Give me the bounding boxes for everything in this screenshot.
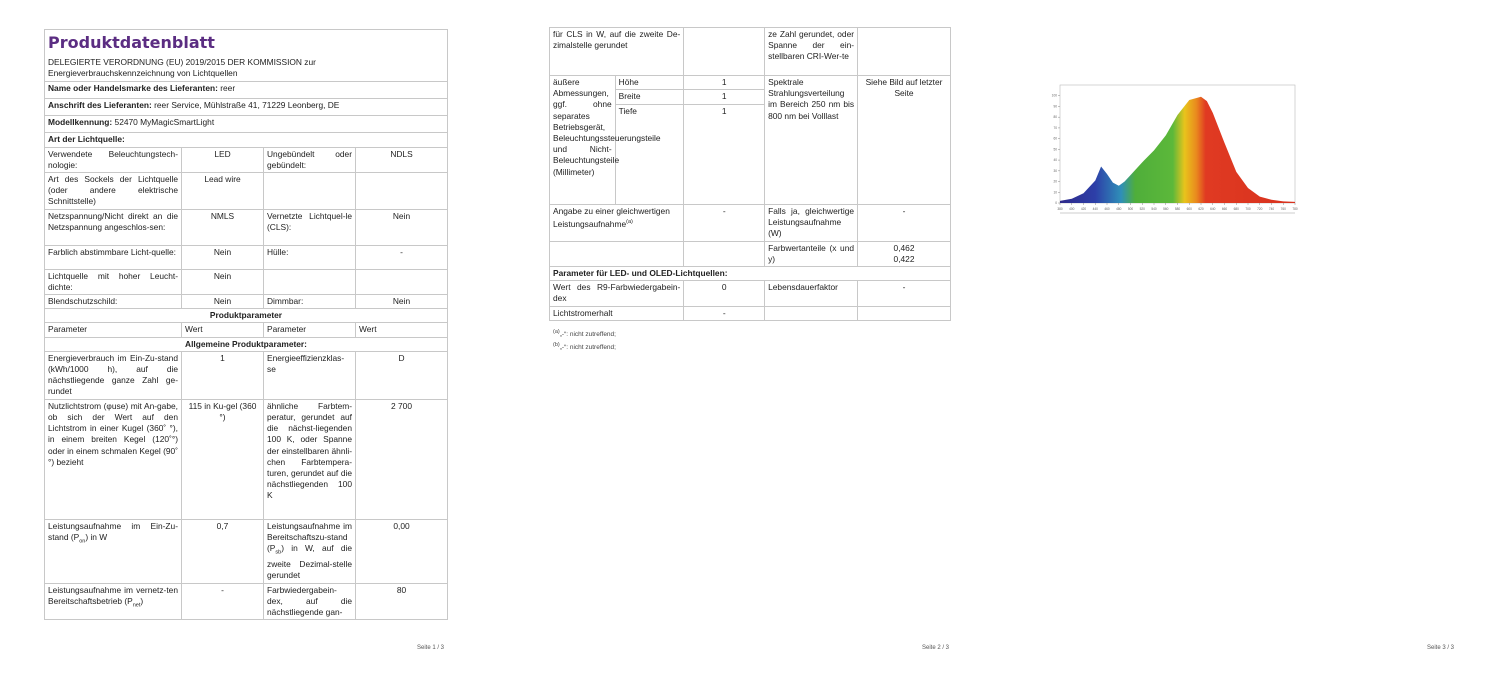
y-tick-label: 60 [1053, 136, 1057, 141]
cell: Energieverbrauch im Ein-Zu-stand (kWh/1000 h), auf die nächstliegende ganze Zahl ge-rundet [45, 351, 182, 399]
dim-width-value: 1 [684, 90, 765, 104]
y-tick-label: 30 [1053, 168, 1057, 173]
cell [45, 583, 182, 620]
footnote-mark: (b) [553, 342, 560, 348]
cell: Nein [356, 295, 448, 309]
supplier-name-label: Name oder Handelsmarke des Lieferanten: [48, 83, 218, 94]
x-tick-label: 440 [1092, 207, 1098, 211]
cell: NDLS [356, 147, 448, 172]
cell: Nein [182, 245, 264, 269]
spectral-label: Spektrale Strahlungsverteilung im Bereich 250 nm bis 800 nm bei Volllast [765, 76, 858, 205]
led-header: Parameter für LED- und OLED-Lichtquellen: [550, 267, 951, 281]
x-tick-label: 580 [1174, 207, 1181, 211]
cell [356, 173, 448, 210]
dim-height-label: Höhe [615, 76, 684, 90]
cell: - [356, 245, 448, 269]
params-header: Produktparameter [45, 309, 448, 323]
datasheet-table-1 [44, 29, 448, 620]
dim-height-value: 1 [684, 76, 765, 90]
x-tick-label: 520 [1139, 207, 1145, 211]
cell: ze Zahl gerundet, oder Spanne der ein-stellbaren CRI-Wer-te [765, 28, 858, 76]
spectrum-chart [1050, 80, 1300, 220]
cell-text: ) in W, auf die zweite Dezimal-stelle gerundet [267, 543, 352, 581]
cell-text: Leistungsaufnahme im vernetz-ten Bereitschaftsbetrieb (P [48, 584, 178, 606]
col-header-param: Parameter [45, 323, 182, 337]
cell: Art des Sockels der Lichtquelle (oder andere elektrische Schnittstelle) [45, 173, 182, 210]
cell: Nein [182, 269, 264, 294]
page-2 [500, 0, 1000, 692]
cell [858, 306, 951, 320]
cell: Nutzlichtstrom (φuse) mit An-gabe, ob sich der Wert auf den Lichtstrom in einer Kugel (360˚ °), in einem breiten Kegel (120˚°) oder in einem schmalen Kegel (90˚ °) bezieht [45, 399, 182, 519]
x-tick-label: 480 [1116, 207, 1122, 211]
regulation-text: DELEGIERTE VERORDNUNG (EU) 2019/2015 DER KOMMISSION zur Energieverbrauchskennzeichnung von Lichtquellen [48, 57, 316, 79]
model-value: 52470 MyMagicSmartLight [114, 117, 215, 128]
col-header-value: Wert [182, 323, 264, 337]
supplier-address-label: Anschrift des Lieferanten: [48, 100, 152, 111]
page-number: Seite 1 / 3 [417, 645, 445, 651]
x-tick-label: 560 [1163, 207, 1169, 211]
x-tick-label: 400 [1069, 207, 1075, 211]
spectral-value: Siehe Bild auf letzter Seite [858, 76, 951, 205]
x-tick-label: 720 [1257, 207, 1263, 211]
y-tick-label: 50 [1053, 147, 1057, 152]
x-tick-label: 420 [1080, 207, 1087, 211]
cell: Farbwiedergabein-dex, auf die nächstliegende gan- [264, 583, 356, 620]
cell [765, 306, 858, 320]
y-tick-label: 40 [1053, 158, 1057, 163]
footnote-text: „-“: nicht zutreffend; [559, 344, 616, 352]
cell: Energieeffizienzklas-se [264, 351, 356, 399]
cell: D [356, 351, 448, 399]
x-tick-label: 660 [1221, 207, 1228, 211]
maint-value: - [684, 306, 765, 320]
footnote-b [553, 342, 616, 351]
cell: 115 in Ku-gel (360 °) [182, 399, 264, 519]
cell [264, 269, 356, 294]
chroma-y: 0,422 [893, 253, 915, 264]
equiv-value: - [684, 205, 765, 242]
cell [550, 205, 684, 242]
col-header-param: Parameter [264, 323, 356, 337]
dim-depth-value: 1 [684, 104, 765, 204]
dim-depth-label: Tiefe [615, 104, 684, 204]
footnote-a [553, 329, 616, 338]
page-title: Produktdatenblatt [48, 33, 215, 52]
chroma-label: Farbwertanteile (x und y) [765, 241, 858, 266]
page-number: Seite 2 / 3 [922, 645, 950, 651]
y-tick-label: 90 [1053, 104, 1057, 109]
general-header: Allgemeine Produktparameter: [45, 337, 448, 351]
cell-text: Leistungsaufnahme im Ein-Zu-stand (P [48, 520, 178, 543]
ifyes-value: - [858, 205, 951, 242]
cell-sub: sb [275, 549, 282, 556]
x-tick-label: 380 [1057, 207, 1063, 211]
cell: Farblich abstimmbare Licht-quelle: [45, 245, 182, 269]
chroma-x: 0,462 [893, 242, 915, 253]
y-tick-label: 20 [1053, 179, 1057, 184]
x-tick-label: 740 [1268, 207, 1275, 211]
cell-sub: net [132, 602, 141, 609]
cell [264, 519, 356, 583]
cell: Blendschutzschild: [45, 295, 182, 309]
cell: Nein [182, 295, 264, 309]
cell: Nein [356, 209, 448, 245]
footnote-mark: (a) [553, 329, 560, 335]
cell-text: ) in W [85, 532, 108, 543]
x-tick-label: 680 [1233, 207, 1239, 211]
supplier-address-row [45, 99, 448, 116]
cell: Lichtquelle mit hoher Leucht-dichte: [45, 269, 182, 294]
x-tick-label: 620 [1198, 207, 1204, 211]
y-tick-label: 80 [1053, 115, 1057, 120]
cell: LED [182, 147, 264, 172]
cell-text: ) [140, 595, 144, 606]
y-tick-label: 10 [1053, 190, 1057, 195]
cell: Dimmbar: [264, 295, 356, 309]
cell: ähnliche Farbtem-peratur, gerundet auf die nächst-liegenden 100 K, oder Spanne der einstellbaren ähnli-chen Farbtempera-turen, gerundet auf die nächstliegenden 100 K [264, 399, 356, 519]
cell [684, 28, 765, 76]
type-header: Art der Lichtquelle: [45, 133, 448, 147]
cell: 0,7 [182, 519, 264, 583]
supplier-name-row [45, 82, 448, 99]
cell: Hülle: [264, 245, 356, 269]
ifyes-label: Falls ja, gleichwertige Leistungsaufnahme (W) [765, 205, 858, 242]
model-row [45, 116, 448, 133]
footnote-text: „-“: nicht zutreffend; [559, 331, 616, 339]
page-1 [0, 0, 500, 692]
x-tick-label: 760 [1280, 207, 1286, 211]
cell: NMLS [182, 209, 264, 245]
col-header-value: Wert [356, 323, 448, 337]
x-tick-label: 540 [1151, 207, 1157, 211]
cell [45, 519, 182, 583]
supplier-name-value: reer [220, 83, 236, 94]
maint-label: Lichtstromerhalt [550, 306, 684, 320]
cell: Lead wire [182, 173, 264, 210]
cell: 80 [356, 583, 448, 620]
x-tick-label: 700 [1245, 207, 1251, 211]
dim-width-label: Breite [615, 90, 684, 104]
cell: Ungebündelt oder gebündelt: [264, 147, 356, 172]
cell [356, 269, 448, 294]
r9-value: 0 [684, 281, 765, 306]
x-tick-label: 600 [1186, 207, 1192, 211]
r9-label: Wert des R9-Farbwiedergabein-dex [550, 281, 684, 306]
x-tick-label: 640 [1210, 207, 1216, 211]
cell: Netzspannung/Nicht direkt an die Netzspannung angeschlos-sen: [45, 209, 182, 245]
cell [684, 241, 765, 266]
x-tick-label: 780 [1292, 207, 1298, 211]
footnote-ref: (a) [626, 219, 633, 226]
dimensions-label: äußere Abmessungen, ggf. ohne separates Betriebsgerät, Beleuchtungssteuerungsteile und Nicht-Beleuchtungsteile (Millimeter) [550, 76, 616, 205]
datasheet-table-2 [549, 27, 951, 321]
life-label: Lebensdauerfaktor [765, 281, 858, 306]
x-tick-label: 460 [1104, 207, 1110, 211]
y-tick-label: 70 [1053, 125, 1057, 130]
y-tick-label: 100 [1051, 93, 1057, 98]
cell: 2 700 [356, 399, 448, 519]
page-number: Seite 3 / 3 [1427, 645, 1455, 651]
cell [550, 241, 684, 266]
y-tick-label: 0 [1055, 201, 1057, 205]
page-3 [1000, 0, 1500, 692]
model-label: Modellkennung: [48, 117, 113, 128]
cell: Verwendete Beleuchtungstech-nologie: [45, 147, 182, 172]
cell-text: Leistungsaufnahme im Bereitschaftszu-stand (P [267, 520, 352, 554]
cell: 1 [182, 351, 264, 399]
life-value: - [858, 281, 951, 306]
equiv-label: Angabe zu einer gleichwertigen Leistungsaufnahme [553, 206, 670, 229]
cell: für CLS in W, auf die zweite De-zimalstelle gerundet [550, 28, 684, 76]
x-tick-label: 500 [1127, 207, 1134, 211]
cell [264, 173, 356, 210]
cell: 0,00 [356, 519, 448, 583]
supplier-address-value: reer Service, Mühlstraße 41, 71229 Leonberg, DE [154, 100, 340, 111]
chroma-values [858, 241, 951, 266]
cell [858, 28, 951, 76]
cell: Vernetzte Lichtquel-le (CLS): [264, 209, 356, 245]
cell-sub: on [79, 538, 86, 545]
cell: - [182, 583, 264, 620]
